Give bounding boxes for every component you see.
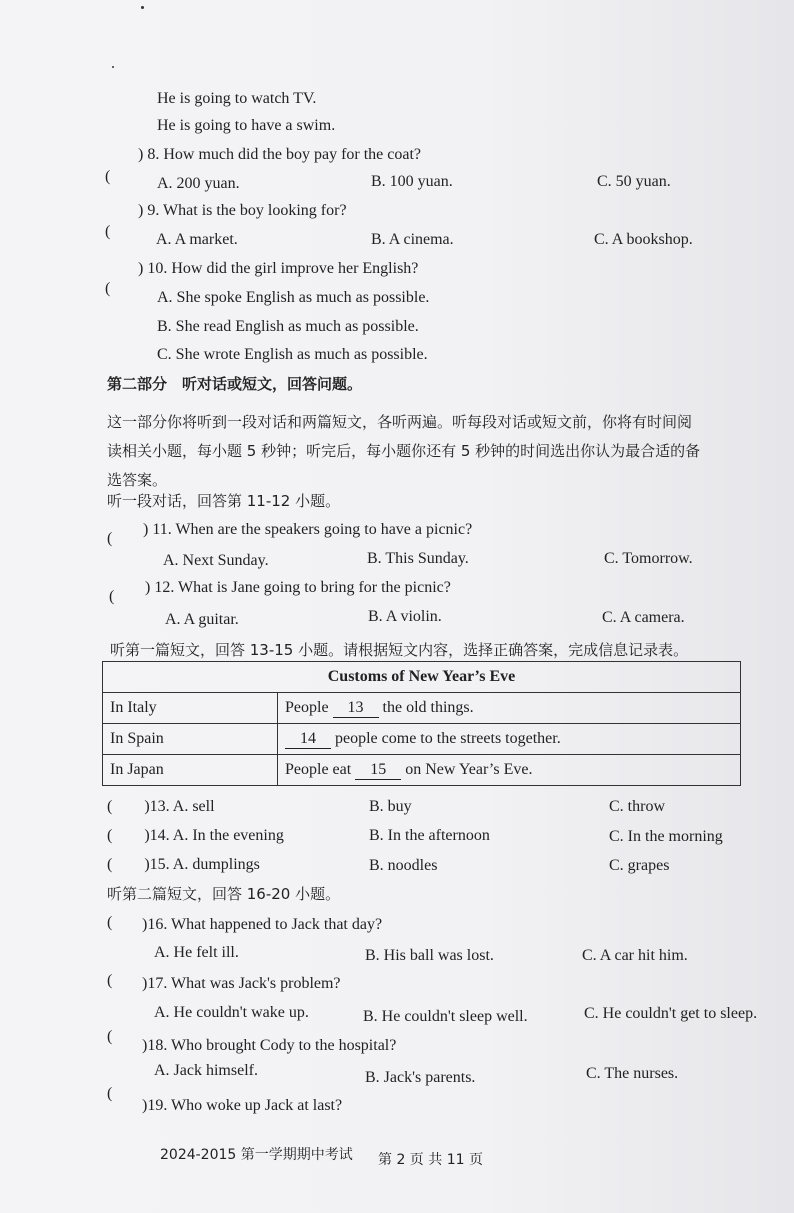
q13-question: ( )13. A. sell [107,798,215,815]
q15-question: ( )15. A. dumplings [107,856,260,873]
q16-option-b: B. His ball was lost. [365,947,494,964]
cell-text: people come to the streets together. [335,729,561,747]
q19-question: )19. Who woke up Jack at last? [142,1097,343,1114]
table-cell-content [278,724,741,755]
q12-question: ) 12. What is Jane going to bring for the picnic? [145,579,451,596]
answer-paren: ( [109,588,115,605]
q17-option-a: A. He couldn't wake up. [154,1004,309,1021]
fill-blank[interactable]: 13 [333,699,379,718]
q18-question: )18. Who brought Cody to the hospital? [142,1037,397,1054]
q9-question: ) 9. What is the boy looking for? [138,202,347,219]
part2-intro-line2: 读相关小题，每小题 5 秒钟；听完后，每小题你还有 5 秒钟的时间选出你认为最合适的备 [107,442,701,460]
q7-option-b: He is going to watch TV. [157,90,317,107]
table-cell-content [278,693,741,724]
q12-option-b: B. A violin. [368,608,442,625]
answer-paren: ( [107,530,113,547]
q10-question: ) 10. How did the girl improve her English? [138,260,419,277]
table-cell-place: In Japan [103,755,278,786]
table-row [103,724,741,755]
cell-text: People [285,698,329,716]
answer-paren: ( [105,223,111,240]
dialog-intro: 听一段对话，回答第 11-12 小题。 [107,492,341,510]
q16-option-c: C. A car hit him. [582,947,688,964]
cell-text: the old things. [382,698,474,716]
answer-paren: ( [107,1085,113,1102]
footer-page-number: 第 2 页 共 11 页 [378,1152,483,1168]
q10-option-b: B. She read English as much as possible. [157,318,419,335]
cell-text: People eat [285,760,352,778]
q18-option-c: C. The nurses. [586,1065,679,1082]
answer-paren: ( [105,280,111,297]
passage2-intro: 听第二篇短文，回答 16-20 小题。 [107,885,341,903]
q16-option-a: A. He felt ill. [154,944,239,961]
q11-question: ) 11. When are the speakers going to have a picnic? [143,521,473,538]
speck [141,6,144,9]
q8-question: ) 8. How much did the boy pay for the coat? [138,146,422,163]
table-cell-content [278,755,741,786]
q8-option-c: C. 50 yuan. [597,173,671,190]
answer-paren: ( [107,972,113,989]
q17-question: )17. What was Jack's problem? [142,975,341,992]
q11-option-b: B. This Sunday. [367,550,469,567]
q18-option-b: B. Jack's parents. [365,1069,476,1086]
q11-option-a: A. Next Sunday. [163,552,269,569]
passage1-intro: 听第一篇短文，回答 13-15 小题。请根据短文内容，选择正确答案，完成信息记录表。 [110,641,689,659]
speck [112,66,114,68]
q8-option-b: B. 100 yuan. [371,173,453,190]
table-cell-place: In Italy [103,693,278,724]
q15-option-c: C. grapes [609,857,670,874]
q12-option-c: C. A camera. [602,609,685,626]
fill-blank[interactable]: 15 [355,761,401,780]
customs-table [102,661,741,786]
part2-intro-line3: 选答案。 [107,471,168,489]
q7-option-c: He is going to have a swim. [157,117,336,134]
q9-option-b: B. A cinema. [371,231,454,248]
cell-text: on New Year’s Eve. [405,760,533,778]
table-title: Customs of New Year’s Eve [103,662,741,693]
q10-option-a: A. She spoke English as much as possible. [157,289,430,306]
q10-option-c: C. She wrote English as much as possible. [157,346,428,363]
q17-option-c: C. He couldn't get to sleep. [584,1005,758,1022]
q14-option-c: C. In the morning [609,828,723,845]
q17-option-b: B. He couldn't sleep well. [363,1008,528,1025]
q11-option-c: C. Tomorrow. [604,550,693,567]
table-cell-place: In Spain [103,724,278,755]
q13-option-b: B. buy [369,798,412,815]
q12-option-a: A. A guitar. [165,611,239,628]
q18-option-a: A. Jack himself. [154,1062,258,1079]
q9-option-a: A. A market. [156,231,238,248]
answer-paren: ( [105,168,111,185]
q14-option-b: B. In the afternoon [369,827,490,844]
table-row [103,693,741,724]
q16-question: )16. What happened to Jack that day? [142,916,383,933]
part2-intro-line1: 这一部分你将听到一段对话和两篇短文，各听两遍。听每段对话或短文前，你将有时间阅 [107,413,693,431]
table-row [103,755,741,786]
fill-blank[interactable]: 14 [285,730,331,749]
q8-option-a: A. 200 yuan. [157,175,240,192]
part2-title: 第二部分 听对话或短文，回答问题。 [107,375,363,393]
q9-option-c: C. A bookshop. [594,231,693,248]
answer-paren: ( [107,914,113,931]
q13-option-c: C. throw [609,798,665,815]
q14-question: ( )14. A. In the evening [107,827,284,844]
q15-option-b: B. noodles [369,857,438,874]
footer-exam-name: 2024-2015 第一学期期中考试 [160,1147,353,1163]
answer-paren: ( [107,1028,113,1045]
